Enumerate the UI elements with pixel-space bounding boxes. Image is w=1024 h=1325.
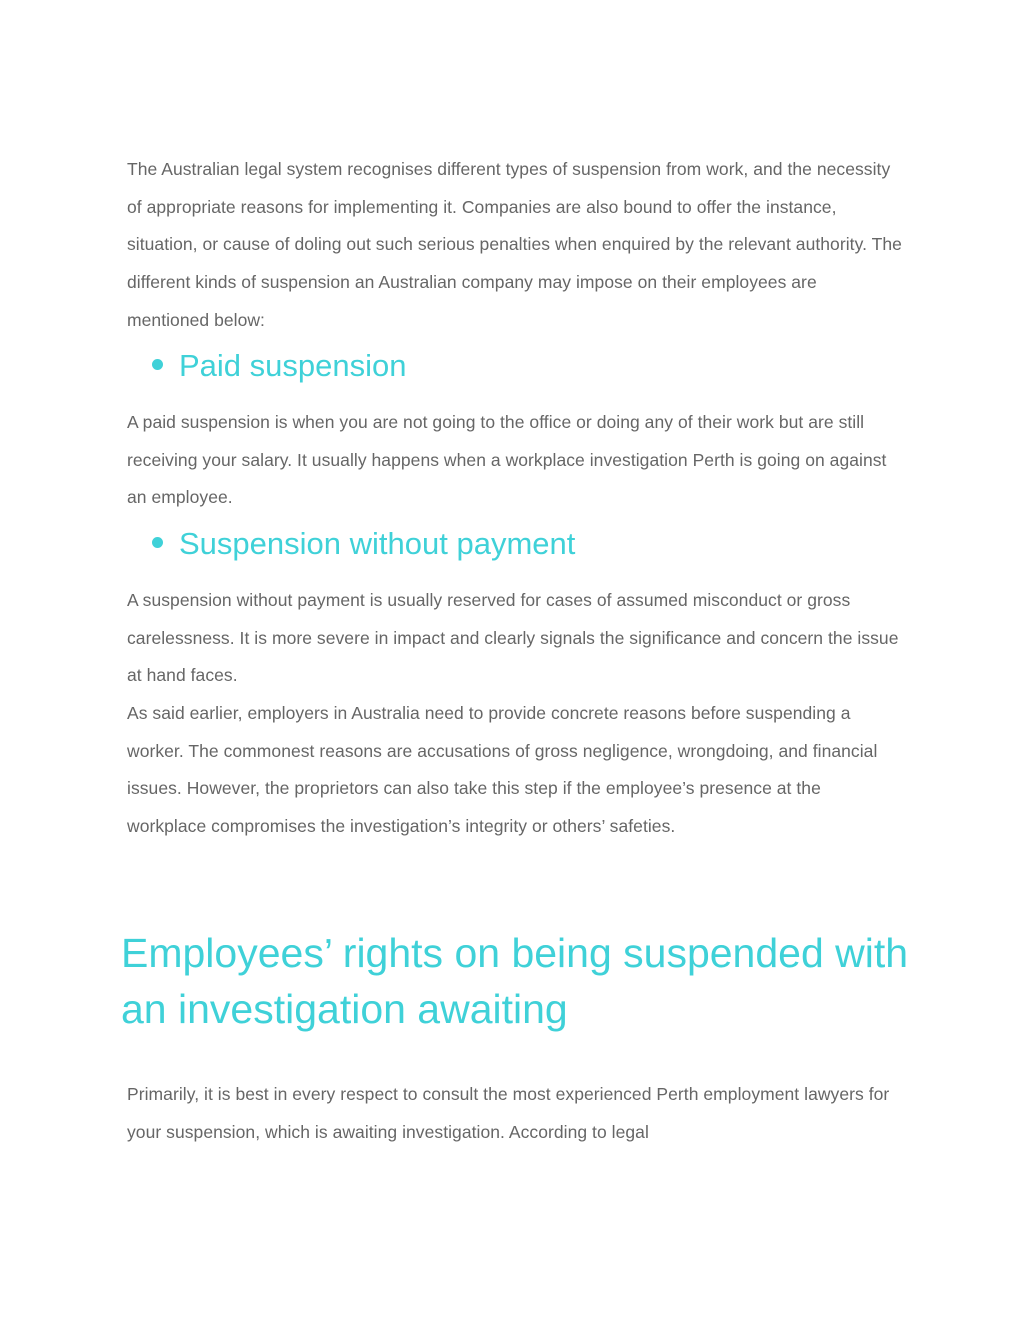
paid-suspension-heading-text: Paid suspension [179,348,407,383]
unpaid-suspension-paragraph-2: As said earlier, employers in Australia need to provide concrete reasons before suspending a worker. The commonest reasons are accusations of gross negligence, wrongdoing, and financial issues. However, the proprietors can also take this step if the employee’s presence at the workplace compromises the investigation’s integrity or others’ safeties. [127,703,878,837]
rights-section-heading: Employees’ rights on being suspended with an investigation awaiting [121,930,909,1032]
unpaid-suspension-heading-text: Suspension without payment [179,526,576,561]
intro-paragraph: The Australian legal system recognises different types of suspension from work, and the necessity of appropriate reasons for implementing it. Companies are also bound to offer the instance, situation, or cause of doling out such serious penalties when enquired by the relevant authority. The different kinds of suspension an Australian company may impose on their employees are mentioned below: [127,159,902,330]
bullet-dot-icon [152,359,163,370]
bullet-dot-icon [152,537,163,548]
rights-section-paragraph: Primarily, it is best in every respect to consult the most experienced Perth employment lawyers for your suspension, which is awaiting investigation. According to legal [127,1084,890,1142]
unpaid-suspension-heading [152,524,575,564]
unpaid-suspension-paragraph-1: A suspension without payment is usually reserved for cases of assumed misconduct or gross carelessness. It is more severe in impact and clearly signals the significance and concern the issue at hand faces. [127,590,899,686]
paid-suspension-heading [152,346,407,386]
paid-suspension-paragraph: A paid suspension is when you are not going to the office or doing any of their work but are still receiving your salary. It usually happens when a workplace investigation Perth is going on against an employee. [127,412,887,508]
